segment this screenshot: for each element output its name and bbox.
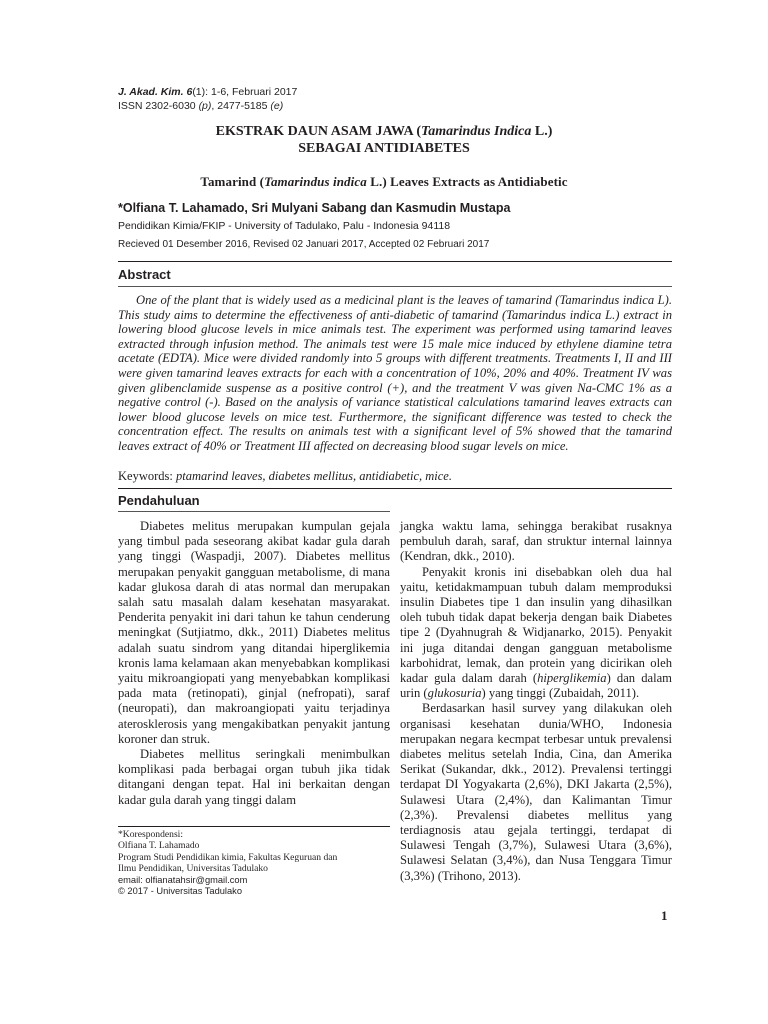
paper-title [0,123,768,157]
divider-top [118,261,672,262]
abstract-heading-rule [118,286,672,287]
issn-print-tag: (p) [198,99,212,112]
section-heading-rule [118,511,390,512]
journal-citation [118,86,297,113]
english-title-species: Tamarindus indica [264,174,367,189]
english-title-b: L.) Leaves Extracts as Antidiabetic [366,174,568,189]
footnote-line: Olfiana T. Lahamado [118,840,200,852]
divider-keywords [118,488,672,489]
body-paragraph [400,565,672,702]
correspondence-footnote [118,829,390,897]
abstract-text [118,293,672,454]
footnote-line: Program Studi Pendidikan kimia, Fakultas Keguruan dan [118,851,338,863]
abstract-paragraph: One of the plant that is widely used as a medicinal plant is the leaves of tamarind (Tamarindus indica L). This study aims to determine the effectiveness of anti-diabetic of tamarind (Tamarindus indica L.) extract in lowering blood glucose levels in mice animals test. The experiment was performed using tamarind leaves extracted through infusion method. The animals test were 15 male mice induced by ethylene diamine tetra acetate (EDTA). Mice were divided randomly into 5 groups with different treatments. Treatments I, II and III were given tamarind leaves extracts for each with a concentration of 10%, 20% and 40%. Treatment IV was given glibenclamide suspense as a positive control (+), and the treatment V was given Na-CMC 1% as a negative control (-). Based on the analysis of variance statistical calculations tamarind leaves extracts can lower blood glucose levels on mice test. Furthermore, the significant difference was tested to check the concentration effect. The results on animals test with a significant level of 5% showed that the tamarind leaves extract of 40% or Treatment III affected on decreasing blood sugar levels on mice. [118,293,672,453]
issn-electronic-tag: (e) [270,99,284,112]
footnote-email: email: olfianatahsir@gmail.com [118,874,248,885]
footnote-line: *Korespondensi: [118,829,184,840]
paper-title-line1 [0,123,768,140]
journal-issn [118,100,297,114]
body-text: ) dan dalam urin ( [400,671,672,701]
abstract-heading: Abstract [118,267,171,282]
submission-dates: Recieved 01 Desember 2016, Revised 02 Januari 2017, Accepted 02 Februari 2017 [118,239,490,250]
english-title-a: Tamarind ( [200,174,265,189]
body-text: Penyakit kronis ini disebabkan oleh dua hal yaitu, ketidakmampuan tubuh dalam memproduksi insulin Diabetes tipe 1 dan insulin yang dihasilkan oleh tubuh tidak dapat bekerja dengan baik Diabetes tipe 2 (Dyahnugrah & Widjanarko, 2015). Penyakit ini juga ditandai dengan gangguan metabolisme karbohidrat, lemak, dan protein yang dicirikan oleh kadar gula dalam darah ( [400,564,672,686]
body-column-left [118,519,390,808]
keywords-list: ptamarind leaves, diabetes mellitus, antidiabetic, mice. [175,469,452,483]
body-paragraph: Diabetes mellitus seringkali menimbulkan komplikasi pada berbagai organ tubuh jika tidak ditangani dengan tepat. Hal ini berkaitan dengan kadar gula darah yang tinggi dalam [118,747,390,807]
affiliation: Pendidikan Kimia/FKIP - University of Tadulako, Palu - Indonesia 94118 [118,220,451,232]
page-number: 1 [661,908,668,923]
authors: *Olfiana T. Lahamado, Sri Mulyani Sabang dan Kasmudin Mustapa [118,201,511,215]
body-text: ) yang tinggi (Zubaidah, 2011). [481,686,640,701]
keywords-label: Keywords: [118,469,176,483]
journal-name: J. Akad. Kim. 6 [118,86,193,98]
footnote-copyright: © 2017 - Universitas Tadulako [118,886,242,897]
section-heading-pendahuluan: Pendahuluan [118,493,200,508]
body-paragraph: jangka waktu lama, sehingga berakibat rusaknya pembuluh darah, saraf, dan struktur internal lainnya (Kendran, dkk., 2010). [400,519,672,564]
issn-print-number: ISSN 2302-6030 [118,99,199,112]
footnote-rule [118,826,390,827]
title-species: Tamarindus Indica [421,124,532,139]
body-column-right [400,519,672,884]
journal-issue: (1): 1-6, Februari 2017 [192,86,298,98]
issn-electronic-number: , 2477-5185 [211,99,271,112]
body-term: hiperglikemia [537,671,607,686]
english-title [0,174,768,190]
title-text-a: EKSTRAK DAUN ASAM JAWA ( [215,124,421,139]
footnote-line: Ilmu Pendidikan, Universitas Tadulako [118,863,268,875]
body-term: glukosuria [427,686,482,701]
keywords [118,469,452,484]
journal-volume-line [118,86,297,100]
title-text-b: L.) [531,124,553,139]
body-paragraph: Berdasarkan hasil survey yang dilakukan oleh organisasi kesehatan dunia/WHO, Indonesia merupakan negara kecmpat terbesar untuk prevalensi diabetes melitus setelah India, Cina, dan Amerika Serikat (Sukandar, dkk., 2012). Prevalensi tertinggi terdapat DI Yogyakarta (2,6%), DKI Jakarta (2,5%), Sulawesi Utara (2,4%), dan Kalimantan Timur (2,3%). Prevalensi diabetes mellitus yang terdiagnosis atau gejala tertinggi, terdapat di Sulawesi Tengah (3,7%), Sulawesi Utara (3,6%), Sulawesi Selatan (3,4%), dan Nusa Tenggara Timur (3,3%) (Trihono, 2013). [400,701,672,883]
body-paragraph: Diabetes melitus merupakan kumpulan gejala yang timbul pada seseorang akibat kadar gula darah yang tinggi (Waspadji, 2007). Diabetes mellitus merupakan penyakit gangguan metabolisme, di mana kadar glukosa darah di atas normal dan merupakan salah satu masalah dalam kesehatan masyarakat. Penderita penyakit ini dari tahun ke tahun cenderung meningkat (Sutjiatmo, dkk., 2011) Diabetes melitus adalah suatu sindrom yang ditandai hiperglikemia kronis lama kelamaan akan menyebabkan komplikasi yaitu mikroangiopati yang menyebabkan komplikasi pada mata (retinopati), ginjal (nefropati), saraf (neuropati), dan makroangiopati yaitu terjadinya aterosklerosis yang mengakibatkan penyakit jantung koroner dan struk. [118,519,390,746]
paper-title-line2: SEBAGAI ANTIDIABETES [298,141,470,156]
